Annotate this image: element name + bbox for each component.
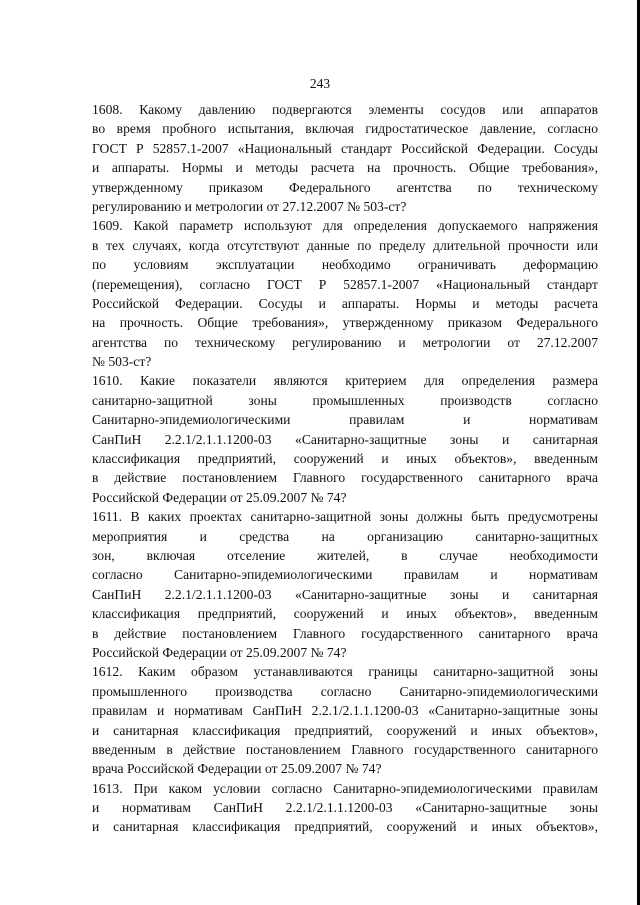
question-line: санитарно-защитной зоны промышленных производств согласно xyxy=(92,392,598,408)
question-line: Санитарно-эпидемиологическими правилам и нормативам xyxy=(92,412,598,428)
question-line: и аппараты. Нормы и методы расчета на прочность. Общие требования», xyxy=(92,160,598,176)
question-line: согласно Санитарно-эпидемиологическими правилам и нормативам xyxy=(92,567,598,583)
question-line: и санитарная классификация предприятий, сооружений и иных объектов», xyxy=(92,722,598,738)
question-line: мероприятия и средства на организацию санитарно-защитных xyxy=(92,528,598,544)
question-1612 xyxy=(92,662,598,778)
question-1613 xyxy=(92,779,598,837)
question-line: агентства по техническому регулированию и метрологии от 27.12.2007 xyxy=(92,334,598,350)
question-1608 xyxy=(92,100,598,216)
question-line: Российской Федерации. Сосуды и аппараты. Нормы и методы расчета xyxy=(92,295,598,311)
question-line: во время пробного испытания, включая гидростатическое давление, согласно xyxy=(92,121,598,137)
question-line: в действие постановлением Главного государственного санитарного врача xyxy=(92,470,598,486)
question-line: Российской Федерации от 25.09.2007 № 74? xyxy=(92,489,347,505)
question-line: классификация предприятий, сооружений и иных объектов», введенным xyxy=(92,606,598,622)
question-line: введенным в действие постановлением Главного государственного санитарного xyxy=(92,741,598,757)
question-line: № 503-ст? xyxy=(92,354,152,370)
question-line: утвержденному приказом Федерального агентства по техническому xyxy=(92,179,598,195)
question-1611 xyxy=(92,507,598,662)
question-line: и нормативам СанПиН 2.2.1/2.1.1.1200-03 «Санитарно-защитные зоны xyxy=(92,800,598,816)
question-line: врача Российской Федерации от 25.09.2007 № 74? xyxy=(92,761,382,777)
question-1610 xyxy=(92,371,598,507)
question-line: в действие постановлением Главного государственного санитарного врача xyxy=(92,625,598,641)
question-line: 1610. Какие показатели являются критерием для определения размера xyxy=(92,373,598,389)
question-line: правилам и нормативам СанПиН 2.2.1/2.1.1.1200-03 «Санитарно-защитные зоны xyxy=(92,703,598,719)
question-line: на прочность. Общие требования», утвержденному приказом Федерального xyxy=(92,315,598,331)
question-line: 1608. Какому давлению подвергаются элементы сосудов или аппаратов xyxy=(92,102,598,117)
question-line: 1613. При каком условии согласно Санитарно-эпидемиологическими правилам xyxy=(92,780,598,796)
question-line: Российской Федерации от 25.09.2007 № 74? xyxy=(92,644,347,660)
question-line: промышленного производства согласно Санитарно-эпидемиологическими xyxy=(92,683,598,699)
question-line: и санитарная классификация предприятий, сооружений и иных объектов», xyxy=(92,819,598,835)
page-number: 243 xyxy=(309,76,331,91)
question-line: ГОСТ Р 52857.1-2007 «Национальный стандарт Российской Федерации. Сосуды xyxy=(92,140,598,156)
question-line: СанПиН 2.2.1/2.1.1.1200-03 «Санитарно-защитные зоны и санитарная xyxy=(92,431,598,447)
question-line: по условиям эксплуатации необходимо ограничивать деформацию xyxy=(92,257,598,273)
question-line: (перемещения), согласно ГОСТ Р 52857.1-2007 «Национальный стандарт xyxy=(92,276,598,292)
question-list xyxy=(92,100,598,837)
question-line: 1609. Какой параметр используют для определения допускаемого напряжения xyxy=(92,218,598,234)
question-1609 xyxy=(92,216,598,371)
question-line: СанПиН 2.2.1/2.1.1.1200-03 «Санитарно-защитные зоны и санитарная xyxy=(92,586,598,602)
question-line: в тех случаях, когда отсутствуют данные по пределу длительной прочности или xyxy=(92,237,598,253)
question-line: 1611. В каких проектах санитарно-защитной зоны должны быть предусмотрены xyxy=(92,509,598,525)
question-line: зон, включая отселение жителей, в случае необходимости xyxy=(92,547,598,563)
question-line: 1612. Каким образом устанавливаются границы санитарно-защитной зоны xyxy=(92,664,598,680)
question-line: регулированию и метрологии от 27.12.2007 № 503-ст? xyxy=(92,198,407,214)
question-line: классификация предприятий, сооружений и иных объектов», введенным xyxy=(92,451,598,467)
